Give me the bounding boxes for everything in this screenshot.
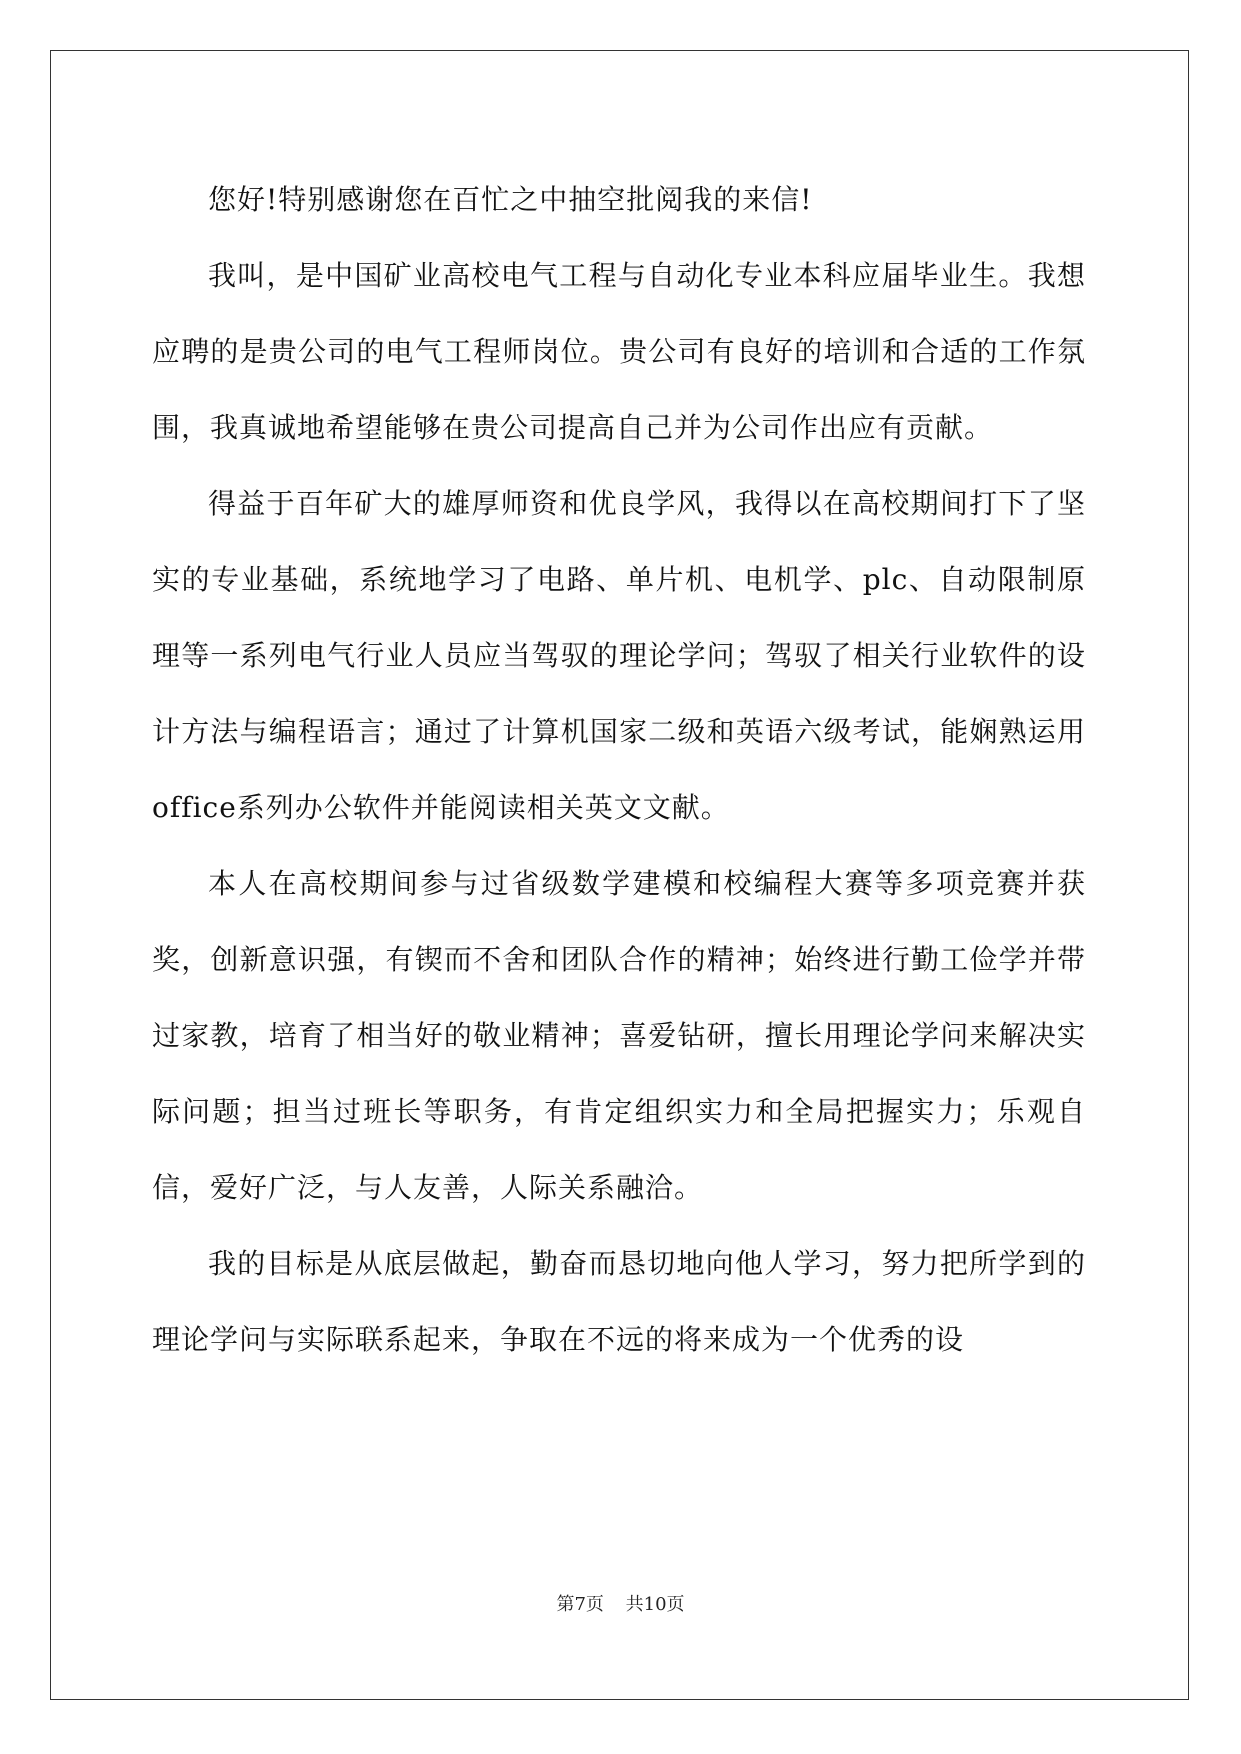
paragraph-greeting: 您好!特别感谢您在百忙之中抽空批阅我的来信! xyxy=(208,183,813,216)
paragraph-introduction: 我叫，是中国矿业高校电气工程与自动化专业本科应届毕业生。我想应聘的是贵公司的电气工程师岗位。贵公司有良好的培训和合适的工作氛围，我真诚地希望能够在贵公司提高自己并为公司作出应有贡献。 xyxy=(152,259,1086,444)
page-footer xyxy=(0,1590,1241,1616)
letter-body xyxy=(152,162,1086,1378)
paragraph-goals: 我的目标是从底层做起，勤奋而恳切地向他人学习，努力把所学到的理论学问与实际联系起来，争取在不远的将来成为一个优秀的设 xyxy=(152,1247,1086,1356)
page-number: 第7页 xyxy=(556,1594,604,1615)
page-total: 共10页 xyxy=(625,1594,685,1615)
paragraph-experience: 本人在高校期间参与过省级数学建模和校编程大赛等多项竞赛并获奖，创新意识强，有锲而不舍和团队合作的精神；始终进行勤工俭学并带过家教，培育了相当好的敬业精神；喜爱钻研，擅长用理论学问来解决实际问题；担当过班长等职务，有肯定组织实力和全局把握实力；乐观自信，爱好广泛，与人友善，人际关系融洽。 xyxy=(152,867,1086,1204)
paragraph-education: 得益于百年矿大的雄厚师资和优良学风，我得以在高校期间打下了坚实的专业基础，系统地学习了电路、单片机、电机学、plc、自动限制原理等一系列电气行业人员应当驾驭的理论学问；驾驭了相关行业软件的设计方法与编程语言；通过了计算机国家二级和英语六级考试，能娴熟运用office系列办公软件并能阅读相关英文文献。 xyxy=(152,487,1086,824)
